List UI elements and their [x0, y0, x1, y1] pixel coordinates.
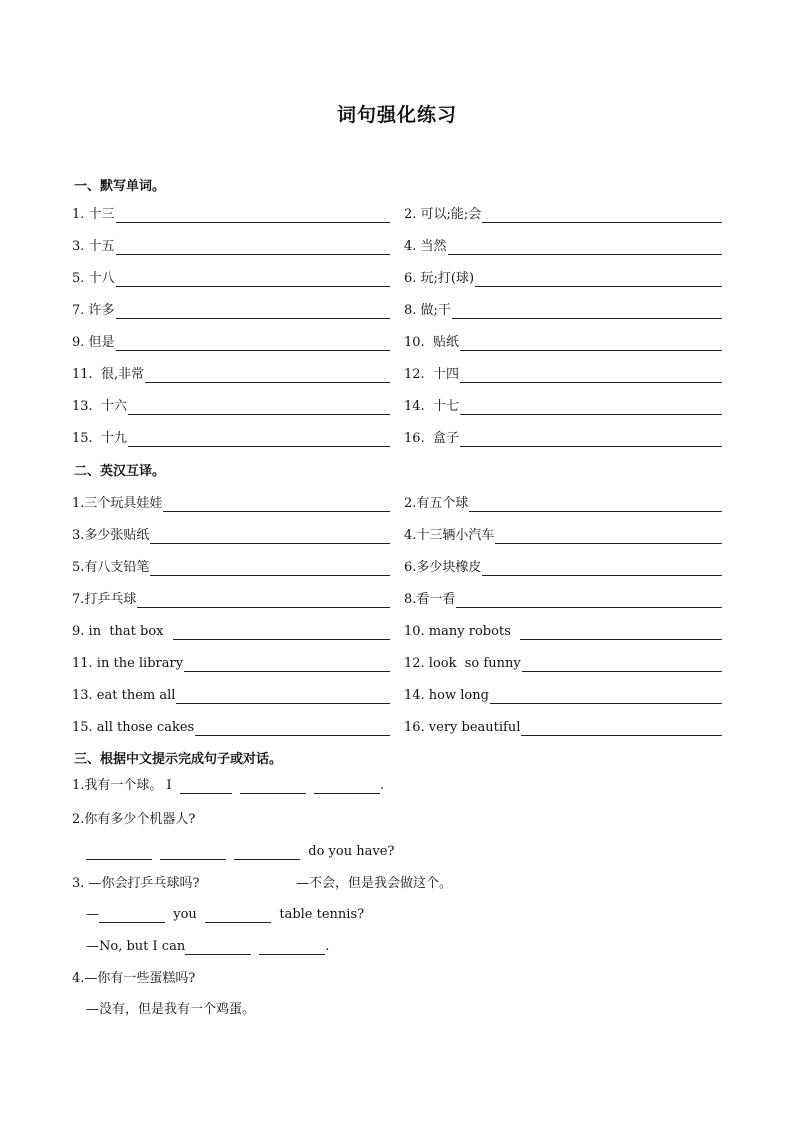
exercise-item: [72, 363, 390, 383]
answer-blank[interactable]: [150, 561, 390, 576]
exercise-item: [72, 331, 390, 351]
item-prompt: 15. all those cakes: [72, 720, 195, 735]
exercise-item: [72, 299, 390, 319]
exercise-item: [404, 556, 722, 576]
q1-blank-3[interactable]: [314, 780, 380, 794]
item-prompt: 7. 许多: [72, 303, 115, 318]
answer-blank[interactable]: [460, 336, 722, 351]
exercise-item: [404, 395, 722, 415]
q3-blank-2[interactable]: [205, 909, 271, 923]
answer-blank[interactable]: [116, 336, 390, 351]
exercise-row: [72, 684, 722, 704]
section3-heading: 三、根据中文提示完成句子或对话。: [74, 752, 283, 767]
exercise-item: [72, 556, 390, 576]
exercise-item: [404, 652, 722, 672]
item-prompt: 7.打乒乓球: [72, 592, 137, 607]
answer-blank[interactable]: [145, 368, 390, 383]
answer-blank[interactable]: [490, 689, 722, 704]
item-prompt: 3. 十五: [72, 239, 115, 254]
item-prompt: 16. 盒子: [404, 431, 459, 446]
q3-blank-4[interactable]: [259, 941, 325, 955]
answer-blank[interactable]: [116, 240, 390, 255]
page-title: 词句强化练习: [336, 104, 457, 126]
item-prompt: 14. how long: [404, 688, 489, 703]
item-prompt: 15. 十九: [72, 431, 127, 446]
answer-blank[interactable]: [448, 240, 722, 255]
answer-blank[interactable]: [150, 529, 390, 544]
exercise-item: [404, 524, 722, 544]
item-prompt: 8.看一看: [404, 592, 456, 607]
q4-answer: —没有，但是我有一个鸡蛋。: [86, 1002, 256, 1017]
exercise-row: [72, 620, 722, 640]
q3-chinese-2: —不会，但是我会做这个。: [296, 876, 453, 891]
answer-blank[interactable]: [128, 432, 390, 447]
q1-blank-2[interactable]: [240, 780, 306, 794]
answer-blank[interactable]: [469, 497, 722, 512]
section1-heading: 一、默写单词。: [74, 179, 166, 194]
exercise-row: [72, 363, 722, 383]
item-prompt: 5.有八支铅笔: [72, 560, 150, 575]
item-prompt: 10. many robots: [404, 624, 520, 639]
item-prompt: 10. 贴纸: [404, 335, 459, 350]
q3-blank-1[interactable]: [99, 909, 165, 923]
section2-heading: 二、英汉互译。: [74, 464, 166, 479]
q1-end: .: [379, 778, 385, 793]
q2-end: do you have?: [300, 844, 395, 859]
exercise-row: [72, 395, 722, 415]
exercise-item: [404, 716, 722, 736]
answer-blank[interactable]: [452, 304, 722, 319]
q3-blank-3[interactable]: [185, 941, 251, 955]
answer-blank[interactable]: [520, 625, 722, 640]
answer-blank[interactable]: [116, 272, 390, 287]
item-prompt: 4. 当然: [404, 239, 447, 254]
q3-you: you: [165, 907, 206, 922]
exercise-item: [72, 588, 390, 608]
question-3-line-b: [86, 939, 329, 955]
exercise-item: [72, 620, 390, 640]
exercise-item: [72, 524, 390, 544]
answer-blank[interactable]: [460, 400, 722, 415]
answer-blank[interactable]: [176, 689, 390, 704]
item-prompt: 2. 可以;能;会: [404, 207, 482, 222]
answer-blank[interactable]: [184, 657, 390, 672]
exercise-item: [404, 620, 722, 640]
exercise-row: [72, 652, 722, 672]
item-prompt: 12. 十四: [404, 367, 459, 382]
exercise-item: [404, 427, 722, 447]
exercise-row: [72, 203, 722, 223]
exercise-item: [72, 652, 390, 672]
exercise-row: [72, 427, 722, 447]
exercise-row: [72, 331, 722, 351]
q2-chinese: 2.你有多少个机器人?: [72, 812, 196, 827]
exercise-item: [404, 299, 722, 319]
item-prompt: 14. 十七: [404, 399, 459, 414]
exercise-row: [72, 492, 722, 512]
item-prompt: 12. look so funny: [404, 656, 521, 671]
question-3-line-a: [86, 907, 364, 923]
item-prompt: 13. 十六: [72, 399, 127, 414]
item-prompt: 5. 十八: [72, 271, 115, 286]
exercise-item: [72, 203, 390, 223]
item-prompt: 8. 做;干: [404, 303, 451, 318]
item-prompt: 9. in that box: [72, 624, 172, 639]
exercise-item: [404, 235, 722, 255]
exercise-item: [404, 363, 722, 383]
q4-chinese: 4.—你有一些蛋糕吗?: [72, 971, 196, 986]
q3-chinese-1: 3. —你会打乒乓球吗?: [72, 876, 200, 891]
exercise-row: [72, 716, 722, 736]
item-prompt: 16. very beautiful: [404, 720, 521, 735]
question-1: [72, 778, 384, 794]
exercise-item: [404, 267, 722, 287]
exercise-item: [404, 684, 722, 704]
exercise-item: [72, 267, 390, 287]
answer-blank[interactable]: [173, 625, 390, 640]
exercise-item: [72, 492, 390, 512]
item-prompt: 3.多少张贴纸: [72, 528, 150, 543]
item-prompt: 2.有五个球: [404, 496, 469, 511]
item-prompt: 11. 很,非常: [72, 367, 145, 382]
exercise-row: [72, 524, 722, 544]
exercise-row: [72, 588, 722, 608]
answer-blank[interactable]: [116, 208, 390, 223]
answer-blank[interactable]: [137, 593, 390, 608]
exercise-item: [404, 331, 722, 351]
exercise-item: [72, 235, 390, 255]
item-prompt: 9. 但是: [72, 335, 115, 350]
exercise-row: [72, 556, 722, 576]
exercise-item: [404, 492, 722, 512]
exercise-item: [72, 395, 390, 415]
answer-blank[interactable]: [116, 304, 390, 319]
exercise-item: [72, 427, 390, 447]
item-prompt: 1.三个玩具娃娃: [72, 496, 163, 511]
item-prompt: 1. 十三: [72, 207, 115, 222]
item-prompt: 6. 玩;打(球): [404, 271, 475, 286]
q1-prompt: 1.我有一个球。 I: [72, 778, 180, 793]
q2-blank-3[interactable]: [234, 846, 300, 860]
item-prompt: 11. in the library: [72, 656, 184, 671]
exercise-item: [404, 588, 722, 608]
answer-blank[interactable]: [128, 400, 390, 415]
answer-blank[interactable]: [456, 593, 722, 608]
item-prompt: 4.十三辆小汽车: [404, 528, 495, 543]
q1-blank-1[interactable]: [180, 780, 232, 794]
answer-blank[interactable]: [482, 208, 722, 223]
q2-blank-2[interactable]: [160, 846, 226, 860]
item-prompt: 6.多少块橡皮: [404, 560, 482, 575]
exercise-item: [72, 716, 390, 736]
exercise-row: [72, 299, 722, 319]
exercise-row: [72, 235, 722, 255]
exercise-item: [404, 203, 722, 223]
answer-blank[interactable]: [163, 497, 390, 512]
answer-blank[interactable]: [195, 721, 390, 736]
q3-end-a: table tennis?: [271, 907, 365, 922]
answer-blank[interactable]: [522, 657, 722, 672]
answer-blank[interactable]: [460, 432, 722, 447]
item-prompt: 13. eat them all: [72, 688, 176, 703]
answer-blank[interactable]: [521, 721, 722, 736]
exercise-row: [72, 267, 722, 287]
exercise-item: [72, 684, 390, 704]
answer-blank[interactable]: [460, 368, 722, 383]
q2-blank-1[interactable]: [86, 846, 152, 860]
q3-dash: —: [86, 907, 99, 922]
q3-end-b: .: [325, 939, 330, 954]
answer-blank[interactable]: [475, 272, 722, 287]
q3-no-but: —No, but I can: [86, 939, 186, 954]
answer-blank[interactable]: [495, 529, 722, 544]
question-2-answer: [86, 844, 394, 860]
answer-blank[interactable]: [482, 561, 722, 576]
